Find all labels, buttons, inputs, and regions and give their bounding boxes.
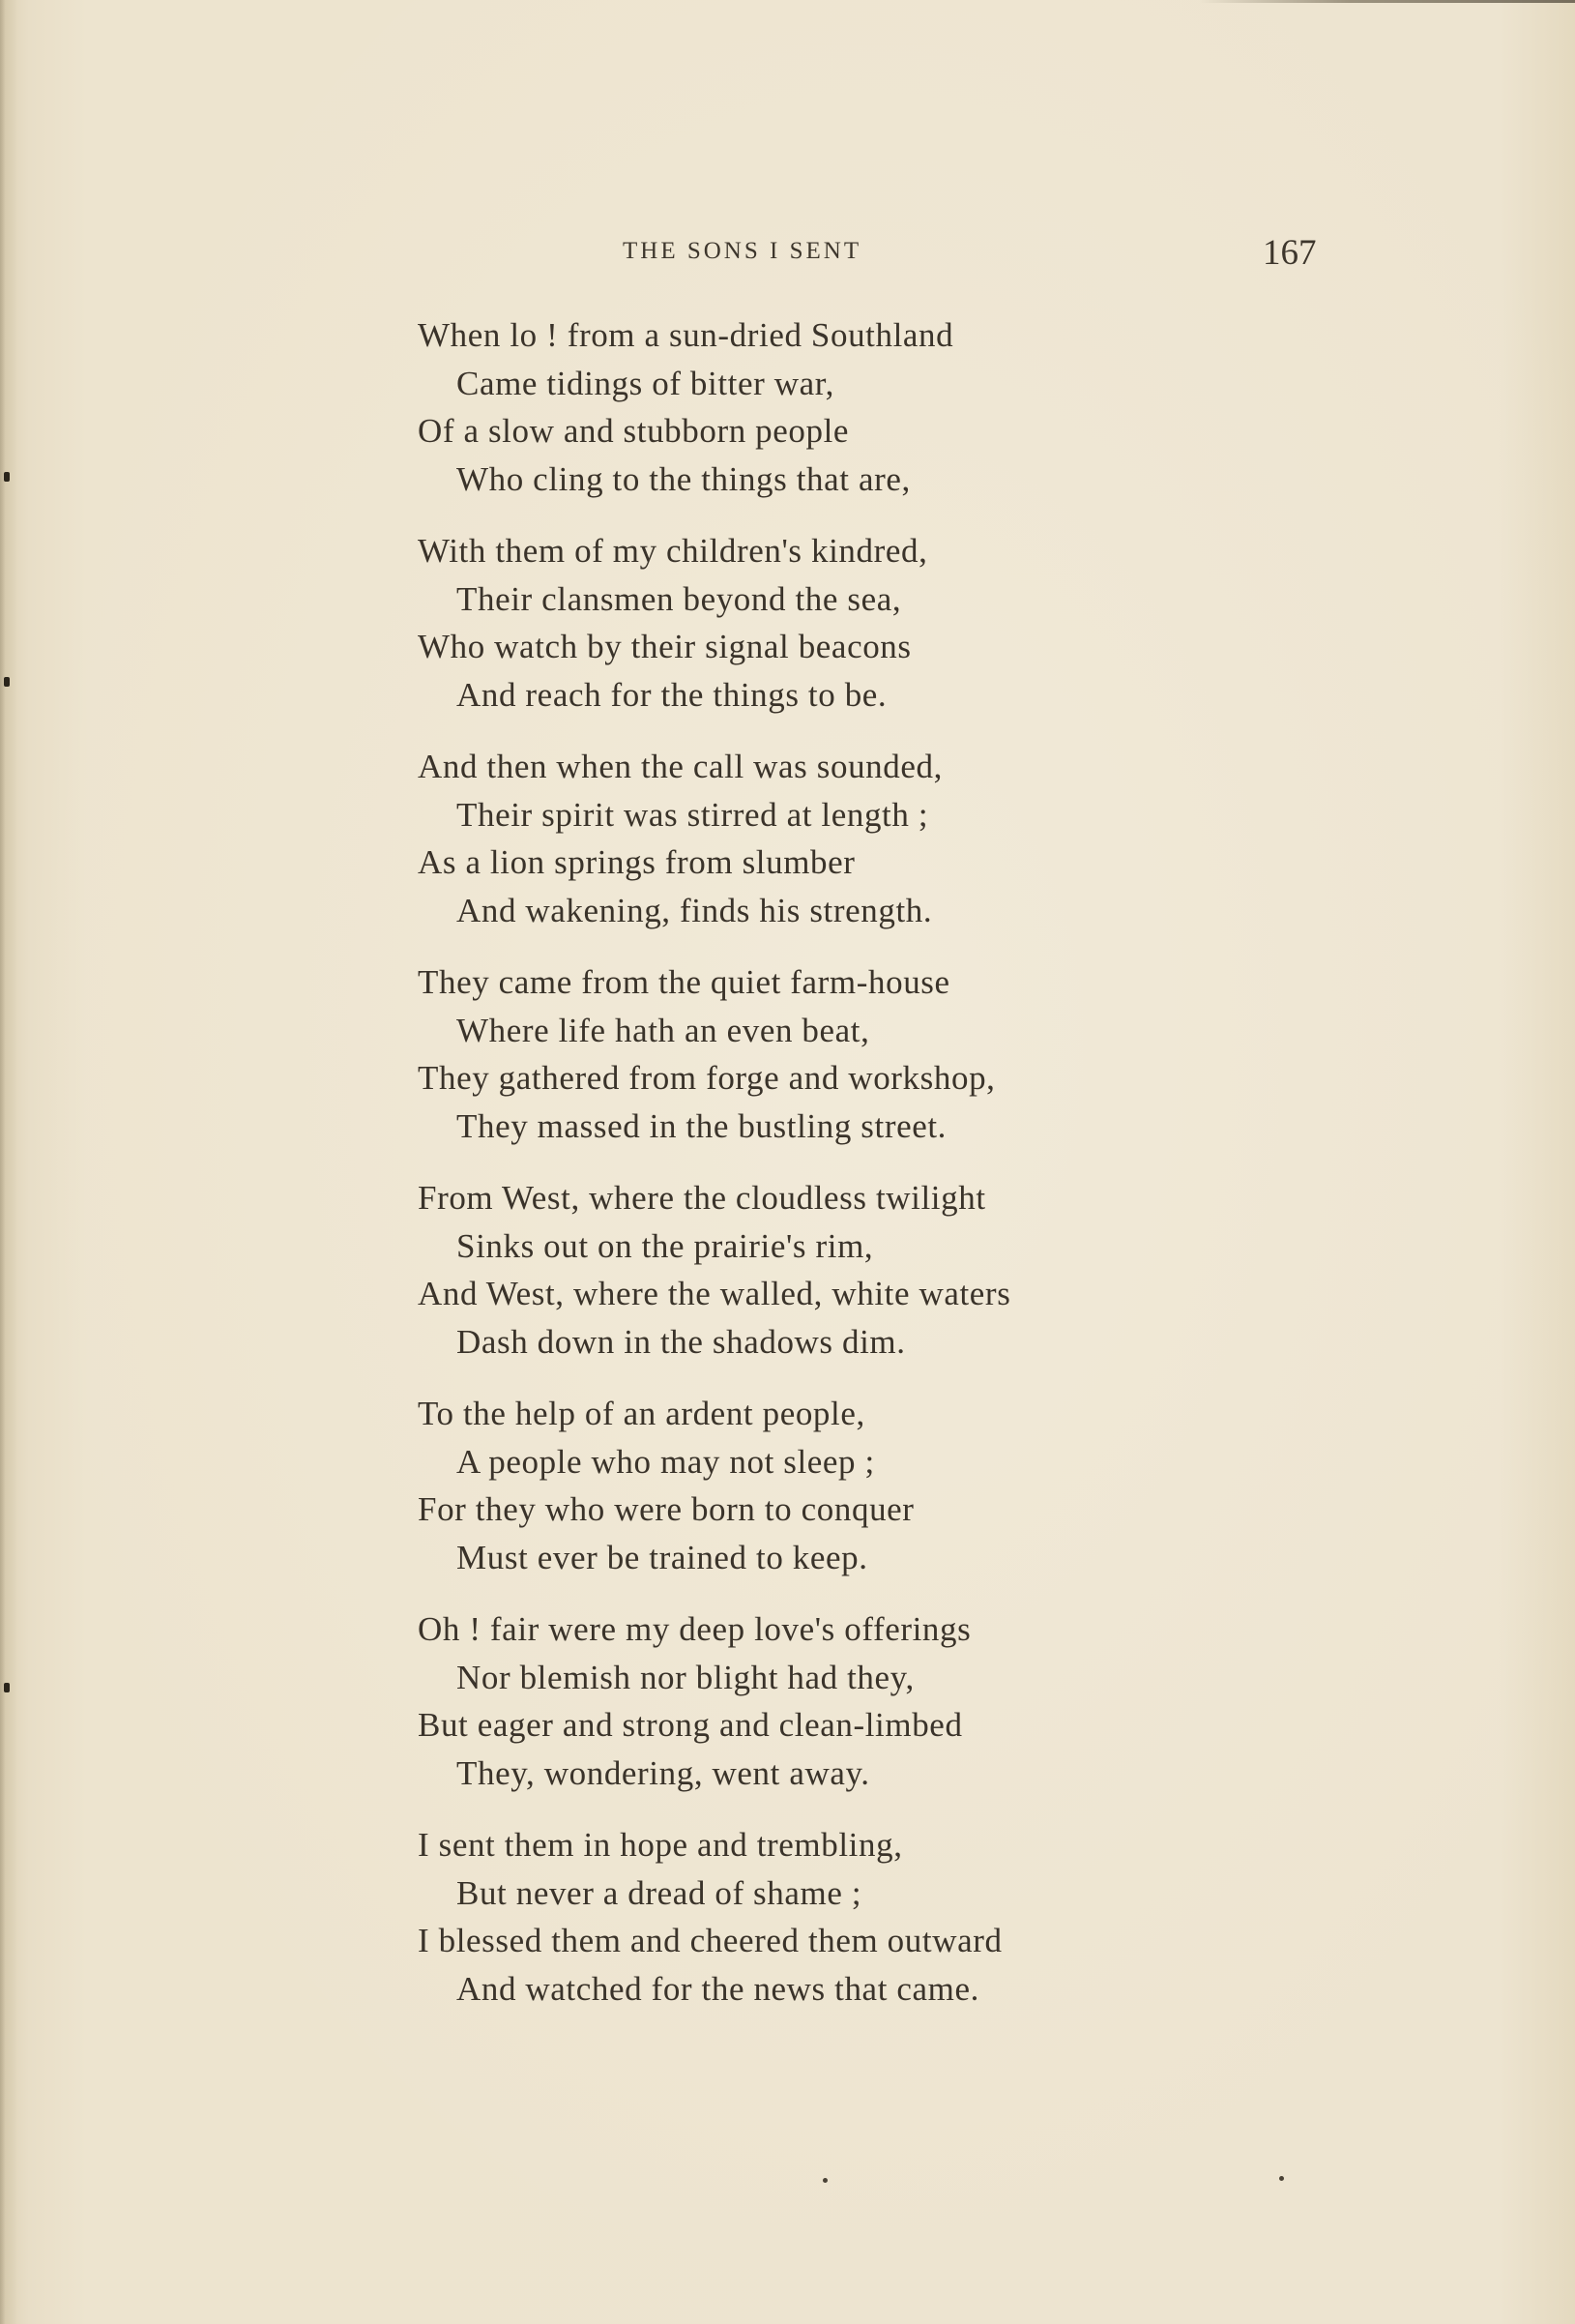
poem-line: They came from the quiet farm-house	[418, 963, 950, 1001]
poem-line: And West, where the walled, white waters	[418, 1275, 1011, 1312]
poem-line: But eager and strong and clean-limbed	[418, 1706, 963, 1744]
poem-line: Nor blemish nor blight had they,	[456, 1658, 915, 1696]
poem-line: They massed in the bustling street.	[456, 1106, 948, 1145]
poem-line: For they who were born to conquer	[418, 1490, 915, 1528]
poem-line: As a lion springs from slumber	[418, 843, 856, 881]
gutter-shadow	[0, 0, 17, 2324]
paper-speck	[1279, 2176, 1284, 2181]
running-head	[0, 232, 1575, 271]
poem-line: Who watch by their signal beacons	[418, 628, 912, 665]
poem-line: From West, where the cloudless twilight	[418, 1179, 986, 1217]
stanza	[418, 1821, 1288, 2013]
stanza	[418, 1605, 1288, 1797]
poem-line: And then when the call was sounded,	[418, 748, 943, 785]
poem-line: But never a dread of shame ;	[456, 1873, 862, 1912]
running-title: THE SONS I SENT	[623, 238, 862, 264]
poem-line: And reach for the things to be.	[456, 675, 888, 714]
binding-mark	[4, 472, 10, 482]
poem-line: A people who may not sleep ;	[456, 1442, 875, 1481]
poem-line: Who cling to the things that are,	[456, 459, 911, 498]
poem-line: They gathered from forge and workshop,	[418, 1059, 996, 1097]
poem-line: To the help of an ardent people,	[418, 1395, 865, 1432]
poem-line: Their spirit was stirred at length ;	[456, 795, 929, 834]
stanza	[418, 527, 1288, 719]
poem-line: I blessed them and cheered them outward	[418, 1922, 1003, 1959]
stanza	[418, 958, 1288, 1150]
stanza	[418, 311, 1288, 503]
binding-mark	[4, 1683, 10, 1692]
poem-line: And watched for the news that came.	[456, 1969, 979, 2008]
page-number: 167	[1263, 233, 1317, 273]
poem-line: Dash down in the shadows dim.	[456, 1322, 906, 1361]
poem-line: When lo ! from a sun-dried Southland	[418, 316, 954, 354]
poem-line: Sinks out on the prairie's rim,	[456, 1226, 874, 1265]
poem-line: Where life hath an even beat,	[456, 1011, 870, 1049]
poem-line: With them of my children's kindred,	[418, 532, 928, 570]
poem-line: And wakening, finds his strength.	[456, 891, 933, 929]
binding-mark	[4, 677, 10, 687]
stanza	[418, 1174, 1288, 1366]
stanza	[418, 743, 1288, 934]
poem-line: Oh ! fair were my deep love's offerings	[418, 1610, 972, 1648]
poem-line: I sent them in hope and trembling,	[418, 1826, 903, 1864]
poem-body	[418, 311, 1288, 2037]
poem-line: Must ever be trained to keep.	[456, 1538, 868, 1576]
stanza	[418, 1390, 1288, 1581]
poem-line: Their clansmen beyond the sea,	[456, 579, 902, 618]
poem-line: Came tidings of bitter war,	[456, 364, 834, 402]
poem-line: Of a slow and stubborn people	[418, 412, 850, 450]
poem-line: They, wondering, went away.	[456, 1753, 870, 1792]
paper-speck	[823, 2178, 828, 2183]
page-edge-rule	[1199, 0, 1575, 3]
